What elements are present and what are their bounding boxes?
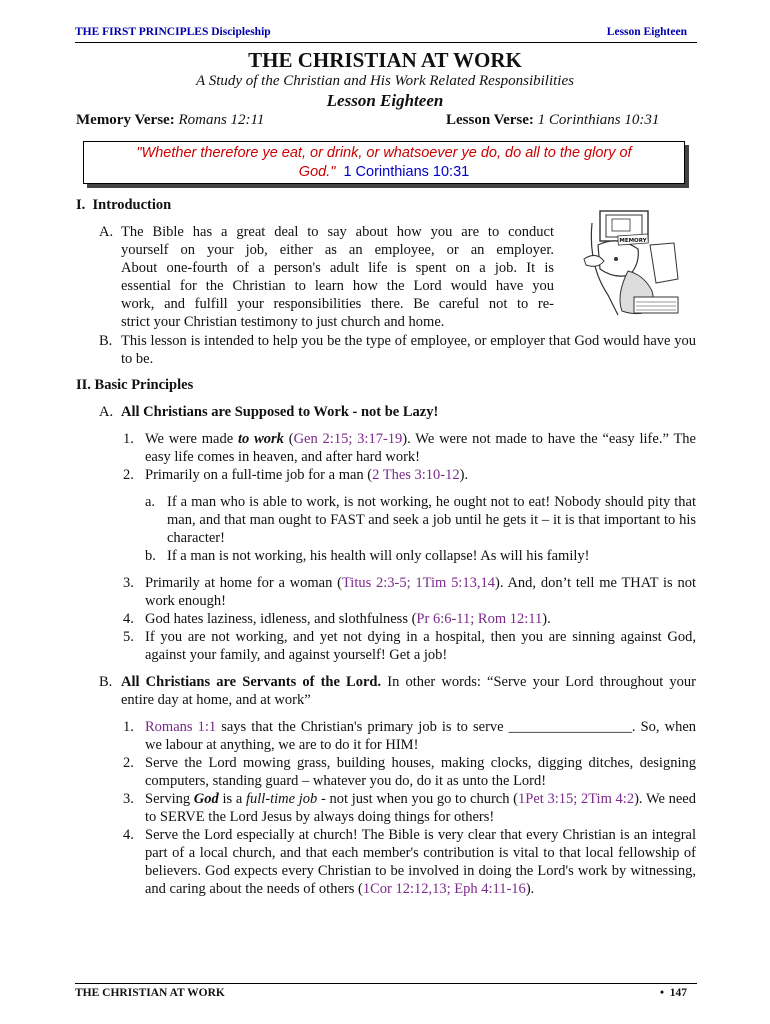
- keyboard-icon: [634, 297, 678, 313]
- s2-b3-text: Serving God is a full-time job - not just when you go to church (1Pet 3:15; 2Tim 4:2). We need to SERVE the Lord Jesus by always doing things for others!: [145, 791, 696, 825]
- s2-a1-num: 1.: [123, 431, 134, 447]
- running-header: [75, 26, 697, 43]
- worker-at-computer-illustration: [578, 205, 690, 323]
- header-left: THE FIRST PRINCIPLES Discipleship: [75, 26, 271, 38]
- s2-a-label: A.: [99, 404, 114, 420]
- header-right: Lesson Eighteen: [606, 26, 687, 38]
- memory-verse-ref: Romans 12:11: [178, 112, 265, 128]
- section-2-number: II.: [76, 377, 91, 393]
- s2-b1-num: 1.: [123, 719, 134, 735]
- s2-a4-text: God hates laziness, idleness, and slothfulness (Pr 6:6-11; Rom 12:11).: [145, 611, 551, 627]
- memory-verse: [76, 112, 264, 129]
- s1-a-line: work, and fulfill your responsibilities there. Be careful not to re-: [121, 296, 554, 312]
- svg-text:MEMORY: MEMORY: [619, 238, 647, 244]
- s2-b4-num: 4.: [123, 827, 134, 843]
- s2-b4-text: Serve the Lord especially at church! The Bible is very clear that every Christian is an integral part of a local church, and that each member's contribution is vital to that local fellowship of believers. God expects every Christian to be involved in doing the Lord's work by witnessing, and caring about the needs of others (1Cor 12:12,13; Eph 4:11-16).: [145, 827, 696, 897]
- memory-verse-label: Memory Verse:: [76, 112, 175, 128]
- section-1-title: Introduction: [92, 197, 172, 213]
- s1-a-line: essential for the Christian to learn how the Lord would have you: [121, 278, 554, 294]
- s2-a2-num: 2.: [123, 467, 134, 483]
- s2-b1-text: Romans 1:1 says that the Christian's primary job is to serve _________________. So, when we labour at anything, we are to do it for HIM!: [145, 719, 697, 753]
- footer-title: THE CHRISTIAN AT WORK: [75, 987, 225, 999]
- s1-a-label: A.: [99, 224, 114, 240]
- lesson-verse-ref: 1 Corinthians 10:31: [537, 112, 660, 128]
- page-subtitle: A Study of the Christian and His Work Related Responsibilities: [196, 73, 574, 89]
- s1-a-paragraph: [121, 223, 554, 331]
- quote-ref: 1 Corinthians 10:31: [343, 164, 470, 180]
- section-1-heading: [76, 196, 171, 214]
- s2-a2a-text: If a man who is able to work, is not working, he ought not to eat! Nobody should pity that man, and that man ought to FAST and seek a job until he gets it – it is that important to his character!: [167, 494, 696, 546]
- lesson-number: Lesson Eighteen: [326, 91, 444, 110]
- s2-a2b-text: If a man is not working, his health will only collapse! As will his family!: [167, 548, 590, 564]
- section-2-heading: [76, 376, 193, 394]
- s1-a-line: The Bible has a great deal to say about how you are to conduct: [121, 224, 554, 240]
- s2-b3-num: 3.: [123, 791, 134, 807]
- s1-a-line: About one-fourth of a person's adult life is spent on a job. It is: [121, 260, 554, 276]
- page-number: • 147: [659, 987, 687, 999]
- s2-a3-text: Primarily at home for a woman (Titus 2:3-5; 1Tim 5:13,14). And, don’t tell me THAT is not work enough!: [145, 575, 696, 609]
- s1-b-paragraph: This lesson is intended to help you be the type of employee, or employer that God would have you to be.: [121, 333, 696, 367]
- s1-b-label: B.: [99, 333, 113, 349]
- s2-a5-text: If you are not working, and yet not dying in a hospital, then you are sinning against God, against your family, and against yourself! Get a job!: [145, 629, 696, 663]
- s1-a-line: yourself on your job, either as an employee, or an employer.: [121, 242, 554, 258]
- section-1-number: I.: [76, 197, 86, 213]
- s2-a1-text: We were made to work (Gen 2:15; 3:17-19). We were not made to have the “easy life.” The easy life comes in heaven, and after hard work!: [145, 431, 696, 465]
- s1-a-line: strict your Christian testimony to just church and home.: [121, 314, 445, 330]
- s2-b2-num: 2.: [123, 755, 134, 771]
- key-verse-box: [83, 141, 685, 184]
- page-footer: [75, 983, 697, 999]
- s2-a2b-num: b.: [145, 548, 156, 564]
- quote-line-2: God.": [298, 164, 336, 180]
- s2-a2a-num: a.: [145, 494, 156, 510]
- lesson-verse: [446, 112, 659, 129]
- s2-a4-num: 4.: [123, 611, 134, 627]
- s2-b-label: B.: [99, 674, 113, 690]
- quote-line-1: "Whether therefore ye eat, or drink, or whatsoever ye do, do all to the glory of: [136, 145, 632, 161]
- lesson-verse-label: Lesson Verse:: [446, 112, 534, 128]
- page-title: THE CHRISTIAN AT WORK: [248, 48, 522, 72]
- section-2-title: Basic Principles: [94, 377, 194, 393]
- s2-b-heading: All Christians are Servants of the Lord. In other words: “Serve your Lord throughout your entire day at home, and at work”: [121, 674, 696, 708]
- s2-a-title: All Christians are Supposed to Work - not be Lazy!: [121, 404, 439, 420]
- s2-a3-num: 3.: [123, 575, 134, 591]
- s2-a5-num: 5.: [123, 629, 134, 645]
- s2-a2-text: Primarily on a full-time job for a man (2 Thes 3:10-12).: [145, 467, 469, 483]
- s2-b2-text: Serve the Lord mowing grass, building houses, making clocks, digging ditches, designing computers, standing guard – whatever you do, do it as unto the Lord!: [145, 755, 696, 789]
